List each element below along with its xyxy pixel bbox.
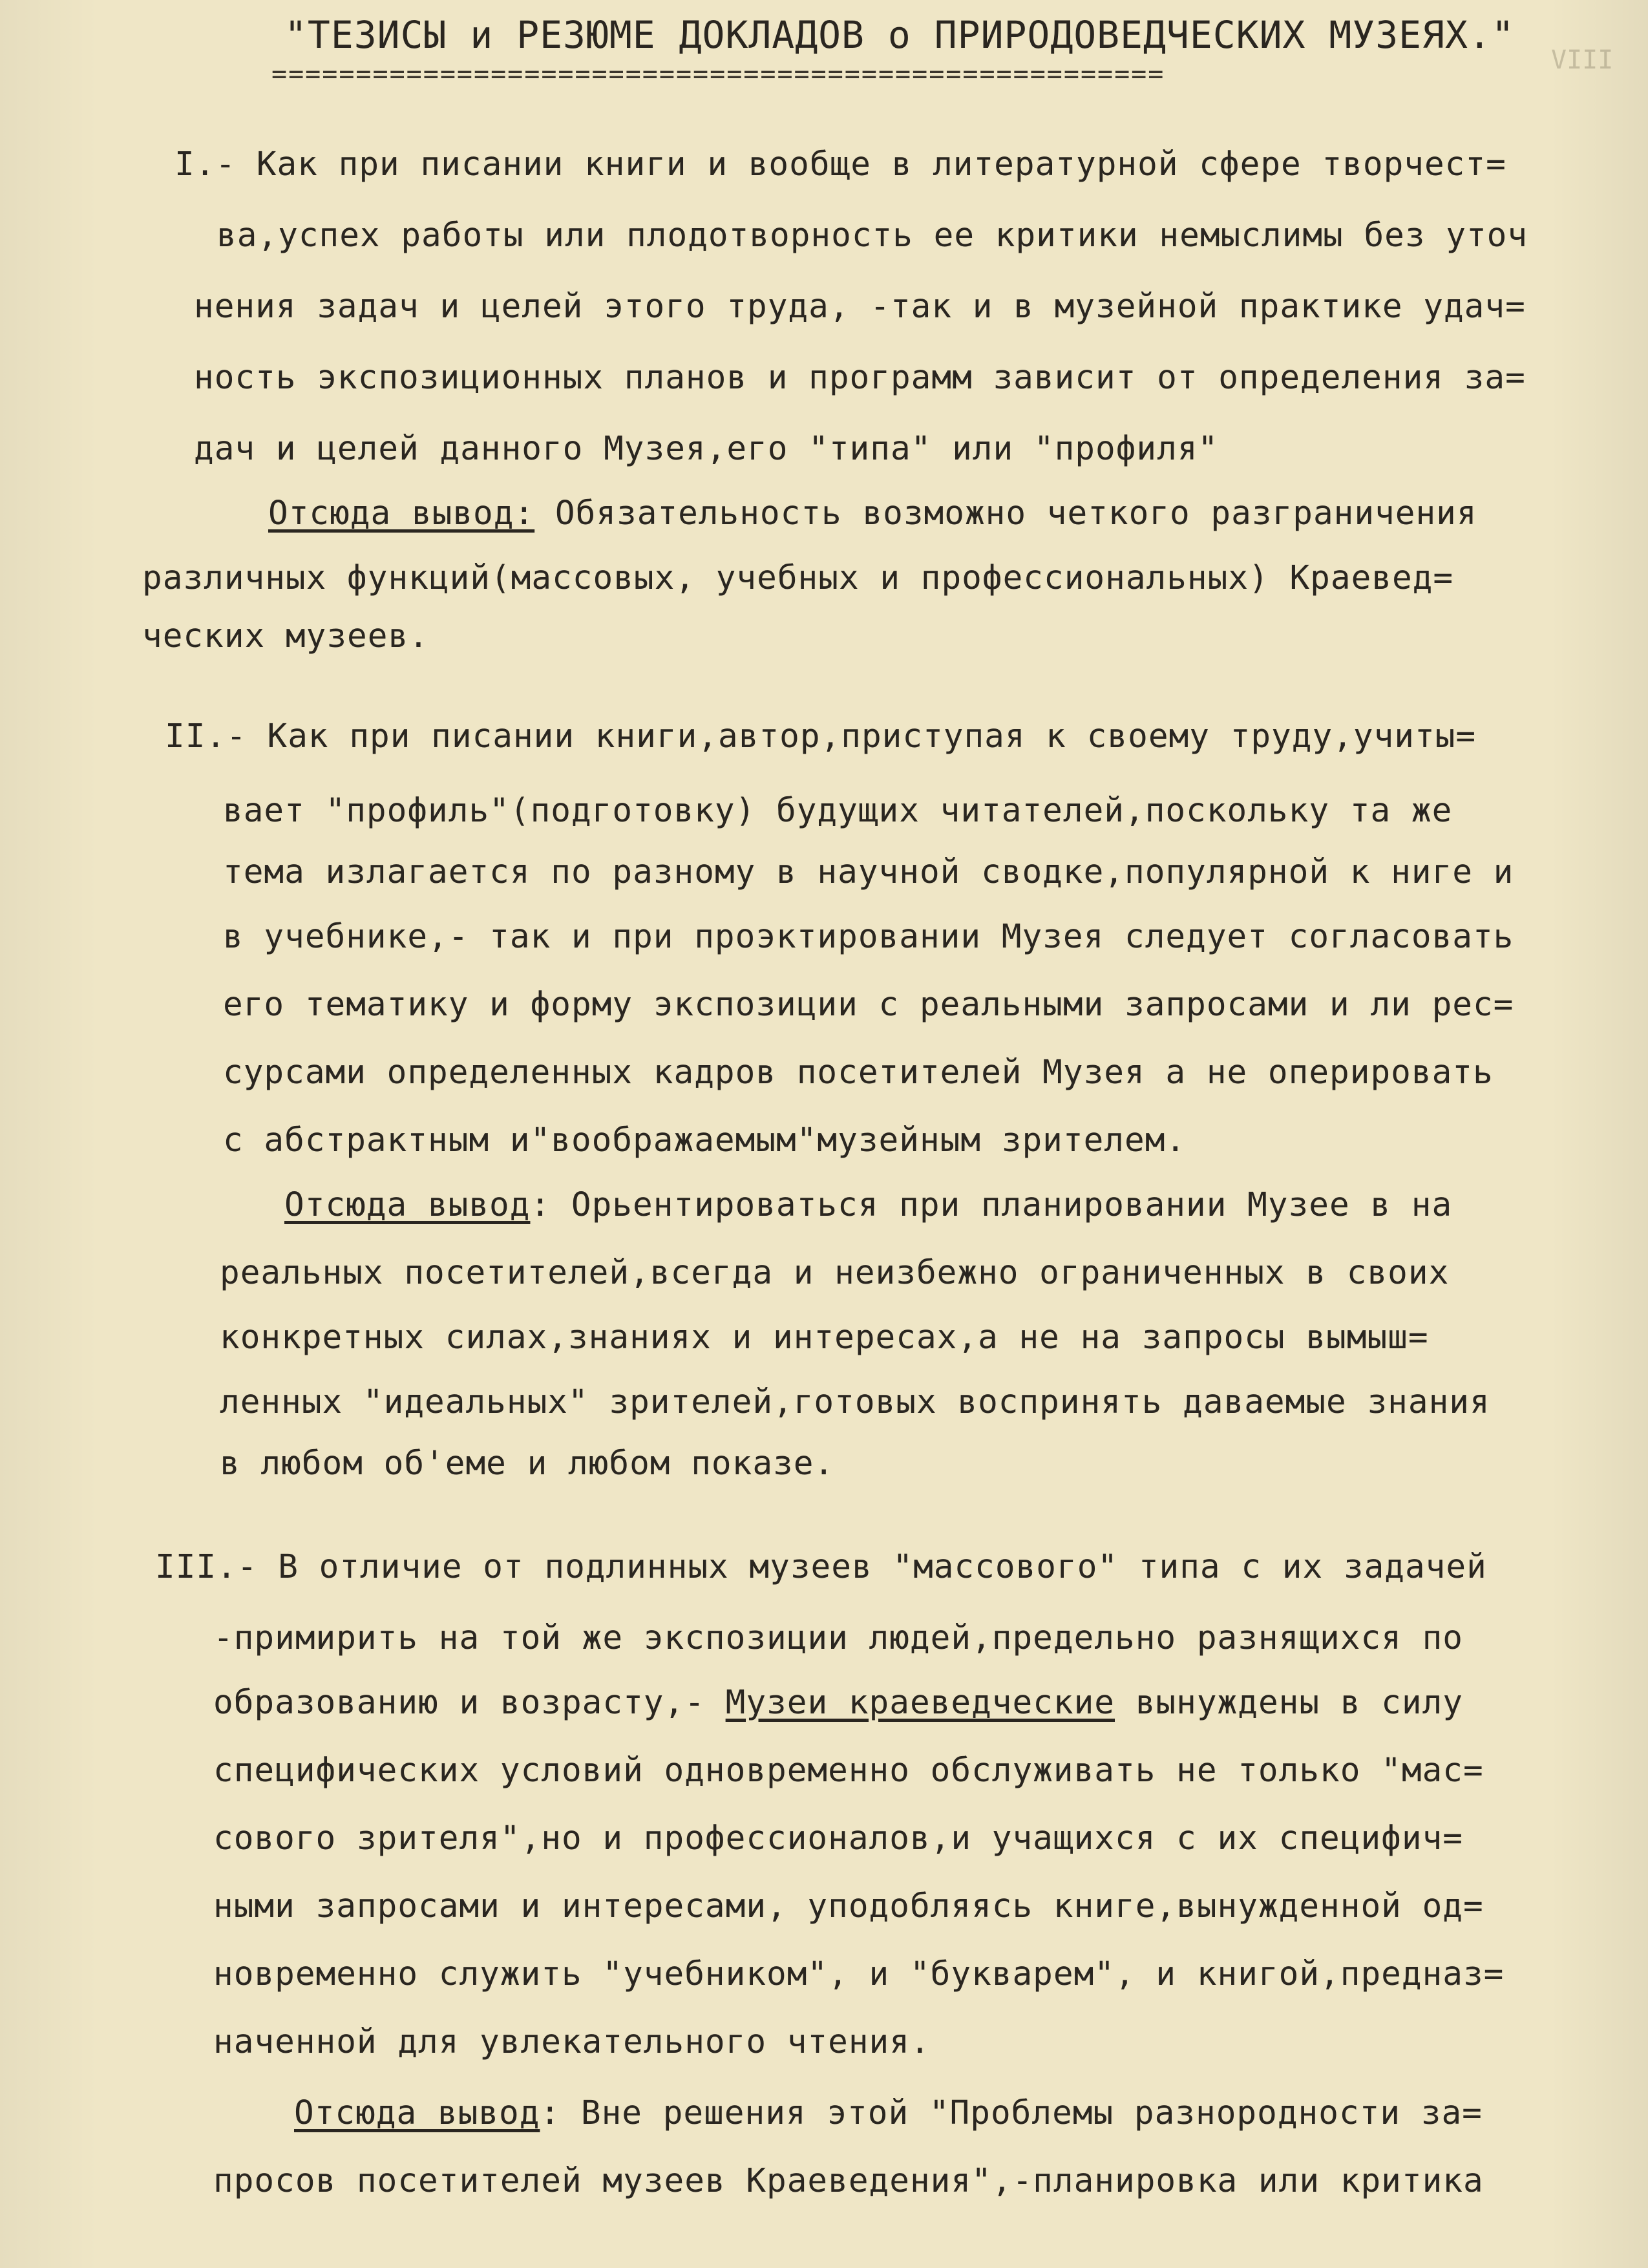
page-number-mark: VIII: [1551, 45, 1614, 75]
section-1-line-2: ва,успех работы или плодотворность ее критики немыслимы без уточ: [217, 217, 1528, 255]
section-1-conclusion-line-3: ческих музеев.: [142, 617, 429, 655]
section-3-conclusion-text-1: : Вне решения этой "Проблемы разнородности за=: [540, 2094, 1483, 2132]
section-3-line-8: наченной для увлекательного чтения.: [213, 2023, 931, 2061]
section-3-line-4: специфических условий одновременно обслуживать не только "мас=: [213, 1752, 1484, 1790]
section-2-line-1: II.- Как при писании книги,автор,приступая к своему труду,учиты=: [165, 717, 1477, 756]
section-3-line-3-part-1: образованию и возрасту,-: [213, 1684, 726, 1722]
section-2-line-7: с абстрактным и"воображаемым"музейным зрителем.: [223, 1121, 1187, 1160]
section-2-line-6: сурсами определенных кадров посетителей Музея а не оперировать: [223, 1054, 1494, 1092]
section-2-conclusion-line-4: ленных "идеальных" зрителей,готовых воспринять даваемые знания: [220, 1383, 1490, 1421]
section-1-conclusion-text-1: Обязательность возможно четкого разграничения: [534, 494, 1477, 533]
section-3-line-7: новременно служить "учебником", и "букварем", и книгой,предназ=: [213, 1955, 1505, 1993]
section-3-line-1: III.- В отличие от подлинных музеев "массового" типа с их задачей: [155, 1548, 1487, 1586]
section-2-line-5: его тематику и форму экспозиции с реальными запросами и ли рес=: [223, 986, 1514, 1024]
section-1-line-5: дач и целей данного Музея,его "типа" или "профиля": [194, 430, 1219, 468]
section-2-conclusion-text-1: : Орьентироваться при планировании Музее в на: [530, 1186, 1453, 1224]
section-2-conclusion-line-2: реальных посетителей,всегда и неизбежно ограниченных в своих: [220, 1254, 1450, 1292]
section-3-line-3: [213, 1684, 1463, 1722]
section-1-conclusion-label: Отсюда вывод:: [268, 494, 535, 533]
section-2-conclusion-line-1: [284, 1186, 1452, 1224]
title-underline-rule: =====================================================: [271, 59, 1165, 89]
section-2-conclusion-line-3: конкретных силах,знаниях и интересах,а не на запросы вымыш=: [220, 1319, 1429, 1357]
section-2-line-4: в учебнике,- так и при проэктировании Музея следует согласовать: [223, 918, 1514, 956]
section-1-line-4: ность экспозиционных планов и программ зависит от определения за=: [194, 359, 1526, 397]
section-3-line-3-part-3: вынуждены в силу: [1115, 1684, 1463, 1722]
section-1-line-1: I.- Как при писании книги и вообще в литературной сфере творчест=: [174, 145, 1506, 184]
section-2-conclusion-line-5: в любом об'еме и любом показе.: [220, 1445, 835, 1483]
section-3-conclusion-line-2: просов посетителей музеев Краеведения",-планировка или критика: [213, 2162, 1484, 2200]
section-2-conclusion-label: Отсюда вывод: [284, 1186, 531, 1224]
section-3-line-5: сового зрителя",но и профессионалов,и учащихся с их специфич=: [213, 1819, 1463, 1858]
section-3-line-2: -примирить на той же экспозиции людей,предельно разнящихся по: [213, 1619, 1463, 1657]
section-3-conclusion-label: Отсюда вывод: [294, 2094, 540, 2132]
section-2-line-3: тема излагается по разному в научной сводке,популярной к ниге и: [223, 853, 1514, 891]
section-1-conclusion-line-1: [268, 494, 1477, 533]
section-1-conclusion-line-2: различных функций(массовых, учебных и профессиональных) Краевед=: [142, 559, 1454, 597]
document-title: "ТЕЗИСЫ и РЕЗЮМЕ ДОКЛАДОВ о ПРИРОДОВЕДЧЕСКИХ МУЗЕЯХ.": [284, 13, 1515, 57]
section-3-line-6: ными запросами и интересами, уподобляясь книге,вынужденной од=: [213, 1887, 1484, 1925]
section-3-emphasis-kraevedcheskie: Музеи краеведческие: [725, 1684, 1115, 1722]
section-3-conclusion-line-1: [294, 2094, 1483, 2132]
section-2-line-2: вает "профиль"(подготовку) будущих читателей,поскольку та же: [223, 792, 1453, 830]
section-1-line-3: нения задач и целей этого труда, -так и в музейной практике удач=: [194, 288, 1526, 326]
